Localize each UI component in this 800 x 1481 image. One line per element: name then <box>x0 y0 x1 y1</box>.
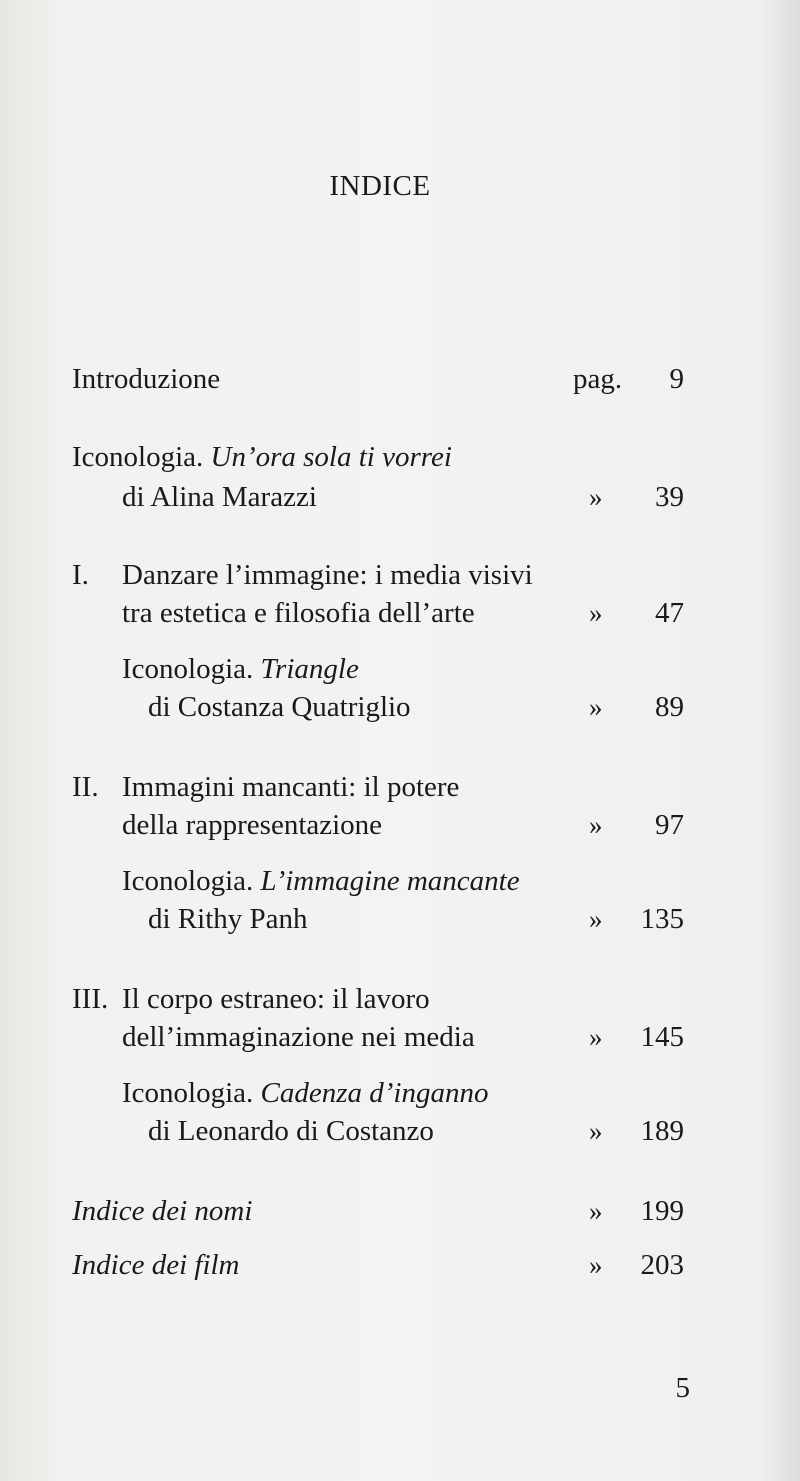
toc-index-films-marker: » <box>589 1250 603 1280</box>
page-title: INDICE <box>329 170 431 202</box>
toc-ch3-ico-prefix: Iconologia. <box>122 1077 254 1109</box>
toc-ch2-number: II. <box>72 771 99 803</box>
toc-ico1-page: 39 <box>655 481 684 513</box>
toc-index-films-page: 203 <box>640 1249 684 1281</box>
toc-ch2-ico-author: di Rithy Panh <box>148 903 308 935</box>
toc-ch1-ico-marker: » <box>589 692 603 722</box>
page-number: 5 <box>675 1372 690 1404</box>
toc-ico1-author: di Alina Marazzi <box>122 481 317 513</box>
toc-index-names <box>72 1194 252 1228</box>
toc-ch3-ico-author: di Leonardo di Costanzo <box>148 1115 434 1147</box>
toc-ch2-ico-marker: » <box>589 904 603 934</box>
toc-intro-label: Introduzione <box>72 363 221 395</box>
toc-ch3-ico-title <box>122 1076 488 1110</box>
toc-index-films <box>72 1248 240 1282</box>
toc-ch1-number: I. <box>72 559 89 591</box>
toc-ch1-line2: tra estetica e filosofia dell’arte <box>122 597 475 629</box>
toc-ch3-number: III. <box>72 983 109 1015</box>
toc-ch3-ico-marker: » <box>589 1116 603 1146</box>
toc-ch1-page: 47 <box>655 597 684 629</box>
toc-index-names-label: Indice dei nomi <box>72 1195 253 1227</box>
toc-ch1-ico-author: di Costanza Quatriglio <box>148 691 411 723</box>
toc-ch2-ico-page: 135 <box>640 903 684 935</box>
toc-ch2-ico-prefix: Iconologia. <box>122 865 254 897</box>
toc-ch2-ico-title <box>122 864 520 898</box>
toc-ch3-ico-page: 189 <box>640 1115 684 1147</box>
toc-ch3-ico-film: Cadenza d’inganno <box>260 1077 489 1109</box>
toc-ch1-line1: Danzare l’immagine: i media visivi <box>122 559 533 591</box>
toc-ch1-ico-prefix: Iconologia. <box>122 653 254 685</box>
toc-ico1-marker: » <box>589 482 603 512</box>
toc-index-films-label: Indice dei film <box>72 1249 240 1281</box>
toc-ch3-line2: dell’immaginazione nei media <box>122 1021 475 1053</box>
toc-ico1-prefix: Iconologia. <box>72 441 204 473</box>
toc-intro-page: 9 <box>669 363 684 395</box>
toc-index-names-page: 199 <box>640 1195 684 1227</box>
toc-ch3-marker: » <box>589 1022 603 1052</box>
toc-ico1-film: Un’ora sola ti vorrei <box>210 441 452 473</box>
toc-ch3-page: 145 <box>640 1021 684 1053</box>
toc-ch1-ico-film: Triangle <box>260 653 359 685</box>
toc-index-names-marker: » <box>589 1196 603 1226</box>
toc-ch1-ico-title <box>122 652 359 686</box>
toc-ch1-ico-page: 89 <box>655 691 684 723</box>
toc-ch2-page: 97 <box>655 809 684 841</box>
toc-pag-label: pag. <box>573 363 623 395</box>
toc-ch2-line2: della rappresentazione <box>122 809 383 841</box>
toc-ch2-marker: » <box>589 810 603 840</box>
toc-ch3-line1: Il corpo estraneo: il lavoro <box>122 983 430 1015</box>
toc-ch2-line1: Immagini mancanti: il potere <box>122 771 460 803</box>
toc-ico1-title <box>72 440 452 474</box>
toc-ch1-marker: » <box>589 598 603 628</box>
toc-ch2-ico-film: L’immagine mancante <box>260 865 520 897</box>
